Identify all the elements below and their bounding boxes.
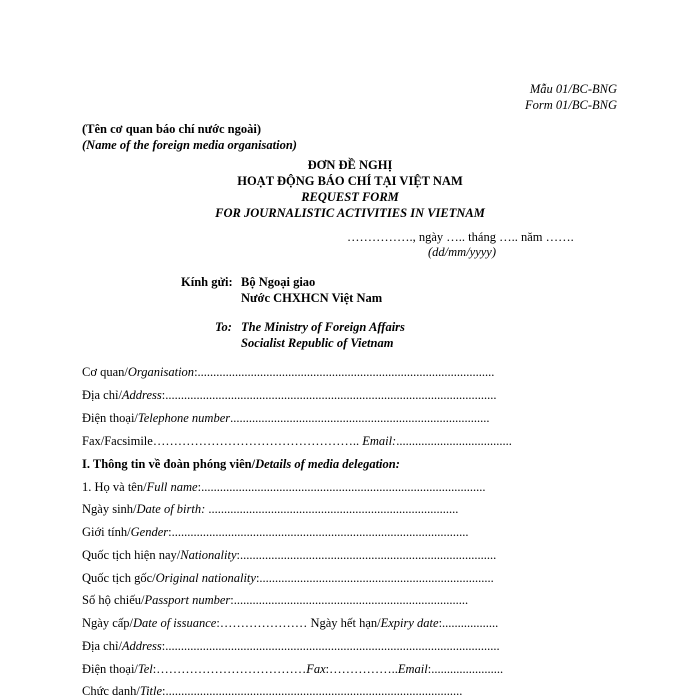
telephone-field[interactable]: Điện thoại/Telephone number................................................................................... [82, 411, 490, 425]
title-vi-line2: HOẠT ĐỘNG BÁO CHÍ TẠI VIỆT NAM [237, 174, 463, 188]
title-vi-line1: ĐƠN ĐỀ NGHỊ [307, 158, 393, 172]
form-code-vi: Mẫu 01/BC-BNG [529, 82, 617, 96]
to-en-label: To: [215, 320, 232, 334]
nationality-field[interactable]: Quốc tịch hiện nay/Nationality:.................................................................................. [82, 548, 497, 562]
org-name-en: (Name of the foreign media organisation) [82, 138, 297, 152]
address-field[interactable]: Địa chỉ/Address:.......................................................................................................... [82, 388, 497, 402]
date-format: (dd/mm/yyyy) [428, 245, 497, 259]
date-of-birth-field[interactable]: Ngày sinh/Date of birth: ................................................................................ [82, 502, 459, 516]
delegate-contact-field[interactable]: Điện thoại/Tel:………………………………Fax:……………..Email:....................... [82, 662, 504, 676]
date-line: ……………., ngày ….. tháng ….. năm ……. [347, 230, 574, 244]
to-en-line1: The Ministry of Foreign Affairs [241, 320, 405, 334]
to-vi-label: Kính gửi: [181, 275, 233, 289]
form-code-en: Form 01/BC-BNG [524, 98, 617, 112]
title-en-line2: FOR JOURNALISTIC ACTIVITIES IN VIETNAM [215, 206, 485, 220]
passport-number-field[interactable]: Số hộ chiếu/Passport number:........................................................................... [82, 593, 469, 607]
to-en-line2: Socialist Republic of Vietnam [241, 336, 394, 350]
issuance-expiry-field[interactable]: Ngày cấp/Date of issuance:………………… Ngày hết hạn/Expiry date:.................. [82, 616, 499, 630]
to-vi-line2: Nước CHXHCN Việt Nam [241, 291, 383, 305]
fax-email-field[interactable]: Fax/Facsimile………………………………………….. Email:..................................... [82, 434, 512, 448]
title-en-line1: REQUEST FORM [301, 190, 399, 204]
org-name-vi: (Tên cơ quan báo chí nước ngoài) [82, 122, 262, 136]
delegate-title-field[interactable]: Chức danh/Title:............................................................................................... [82, 684, 463, 698]
delegate-address-field[interactable]: Địa chỉ/Address:........................................................................................................... [82, 639, 500, 653]
original-nationality-field[interactable]: Quốc tịch gốc/Original nationality:........................................................................... [82, 571, 494, 585]
to-vi-line1: Bộ Ngoại giao [241, 275, 316, 289]
full-name-field[interactable]: 1. Họ và tên/Full name:........................................................................................... [82, 480, 486, 494]
section1-heading: I. Thông tin về đoàn phóng viên/Details of media delegation: [82, 457, 400, 471]
gender-field[interactable]: Giới tính/Gender:............................................................................................... [82, 525, 469, 539]
organisation-field[interactable]: Cơ quan/Organisation:............................................................................................... [82, 365, 495, 379]
